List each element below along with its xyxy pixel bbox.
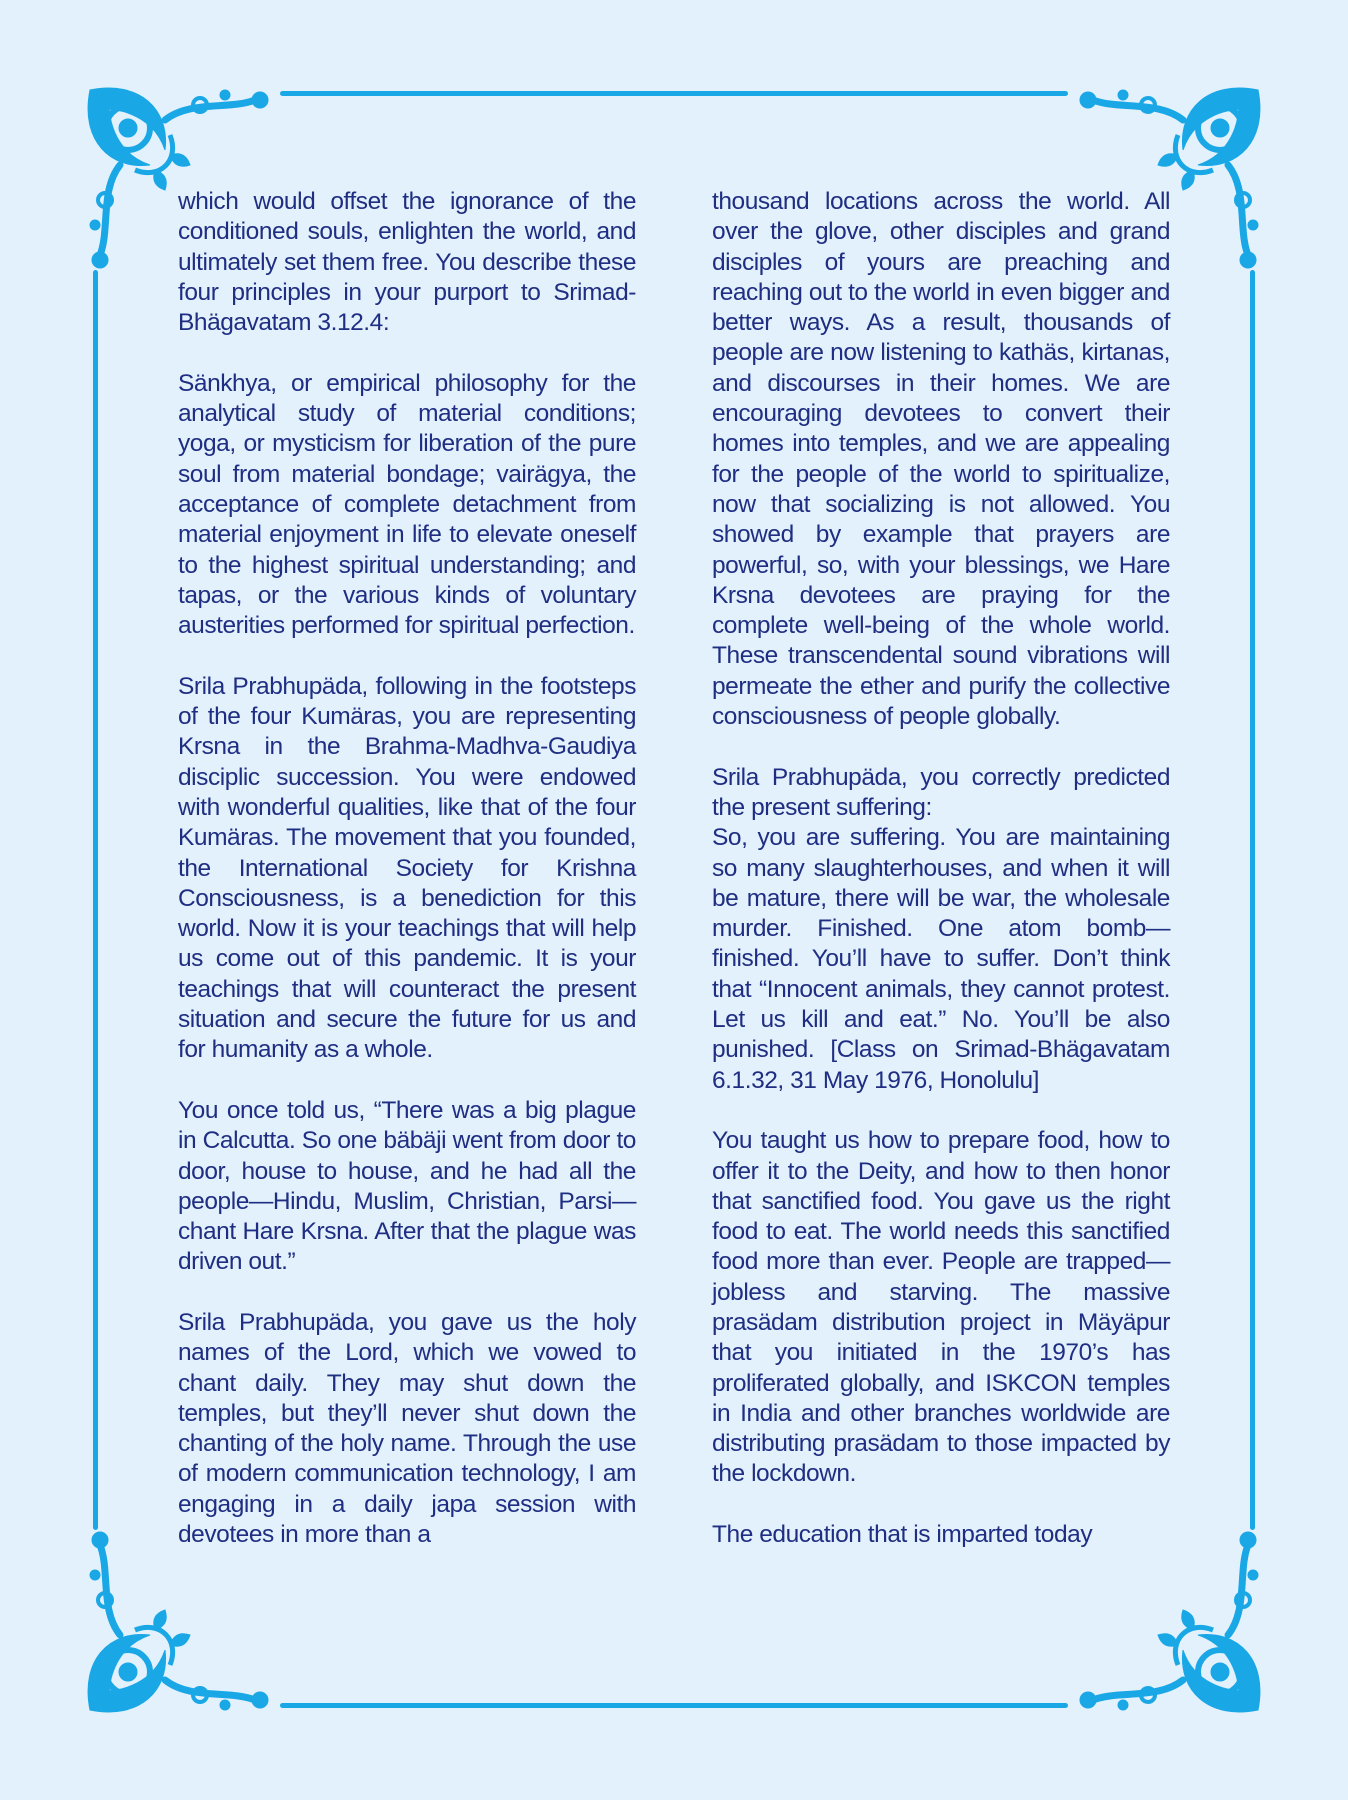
- left-paragraph-1: which would offset the ignorance of the conditioned souls, enlighten the world, and ultimately set them free. You describe these four principles in your purport to Srimad-Bhägavatam 3.12.4:: [178, 188, 636, 337]
- right-border-line: [1250, 270, 1255, 1530]
- bottom-border-line: [280, 1703, 1068, 1708]
- left-border-line: [93, 270, 98, 1530]
- right-quotation: So, you are suffering. You are maintaining so many slaughterhouses, and when it will be mature, there will be war, the wholesale murder. Finished. One atom bomb—finished. You’ll have to suffer. Don’t think that “Innocent animals, they cannot protest. Let us kill and eat.” No. You’ll be also punished. [Class on Srimad-Bhägavatam 6.1.32, 31 May 1976, Honolulu]: [712, 824, 1170, 1094]
- left-paragraph-2: Sänkhya, or empirical philosophy for the analytical study of material conditions; yoga, or mysticism for liberation of the pure soul from material bondage; vairägya, the acceptance of complete detachment from material enjoyment in life to elevate oneself to the highest spiritual understanding; and tapas, or the various kinds of voluntary austerities performed for spiritual perfection.: [178, 369, 636, 640]
- right-paragraph-1: thousand locations across the world. All over the glove, other disciples and grand disciples of yours are preaching and reaching out to the world in even bigger and better ways. As a result, thousands of people are now listening to kathäs, kirtanas, and discourses in their homes. We are encouraging devotees to convert their homes into temples, and we are appealing for the people of the world to spiritualize, now that socializing is not allowed. You showed by example that prayers are powerful, so, with your blessings, we Hare Krsna devotees are praying for the complete well-being of the whole world. These transcendental sound vibrations will permeate the ether and purify the collective consciousness of people globally.: [712, 188, 1170, 731]
- left-paragraph-3: Srila Prabhupäda, following in the footsteps of the four Kumäras, you are representing Krsna in the Brahma-Madhva-Gaudiya disciplic succession. You were endowed with wonderful qualities, like that of the four Kumäras. The movement that you founded, the International Society for Krishna Consciousness, is a benediction for this world. Now it is your teachings that will help us come out of this pandemic. It is your teachings that will counteract the present situation and secure the future for us and for humanity as a whole.: [178, 672, 636, 1064]
- left-paragraph-5: Srila Prabhupäda, you gave us the holy names of the Lord, which we vowed to chant daily. They may shut down the temples, but they’ll never shut down the chanting of the holy name. Through the use of modern communication technology, I am engaging in a daily japa session with devotees in more than a: [178, 1308, 636, 1549]
- left-text-column: [178, 187, 636, 1581]
- right-paragraph-4: You taught us how to prepare food, how to offer it to the Deity, and how to then honor that sanctified food. You gave us the right food to eat. The world needs this sanctified food more than ever. People are trapped—jobless and starving. The massive prasädam distribution project in Mäyäpur that you initiated in the 1970’s has proliferated globally, and ISKCON temples in India and other branches worldwide are distributing prasädam to those impacted by the lockdown.: [712, 1127, 1170, 1488]
- right-paragraph-5: The education that is imparted today: [712, 1521, 1093, 1549]
- right-paragraph-2: Srila Prabhupäda, you correctly predicted the present suffering:: [712, 763, 1170, 821]
- right-text-column: [712, 187, 1170, 1581]
- top-border-line: [280, 91, 1068, 96]
- left-paragraph-4: You once told us, “There was a big plague in Calcutta. So one bäbäji went from door to door, house to house, and he had all the people—Hindu, Muslim, Christian, Parsi—chant Hare Krsna. After that the plague was driven out.”: [178, 1096, 636, 1276]
